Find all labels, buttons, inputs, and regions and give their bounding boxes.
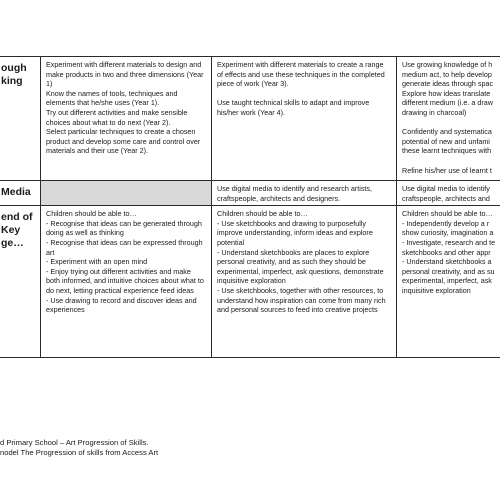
row-heading: end of Key ge… bbox=[0, 206, 41, 358]
table-cell: Use digital media to identify and research artists, craftspeople, architects and designers. bbox=[212, 181, 397, 206]
row-heading: Media bbox=[0, 181, 41, 206]
table-cell: Children should be able to… - Recognise that ideas can be generated through doing as well as thinking - Recognise that ideas can be expressed through art - Experiment with an open mind - Enjoy trying out different activities and make both informed, and intuitive choices about what to do next, letting practical experience feed ideas - Use drawing to record and discover ideas and experiences bbox=[41, 206, 212, 358]
footer-source-note: nodel The Progression of skills from Access Art bbox=[0, 448, 159, 457]
table-cell: Experiment with different materials to create a range of effects and use these techniques in the completed piece of work (Year 3). Use taught technical skills to adapt and improve his/her work (Year 4). bbox=[212, 57, 397, 181]
table-row bbox=[0, 181, 500, 206]
table-cell: Children should be able to… - Independently develop a r show curiosity, imagination a - Investigate, research and te sketchbooks and other appr - Understand sketchbooks a personal creativity, and as su experimental, imperfect, ask inquisitive exploration bbox=[397, 206, 500, 358]
row-heading: ough king bbox=[0, 57, 41, 181]
table-cell: Children should be able to… - Use sketchbooks and drawing to purposefully improve understanding, inform ideas and explore potential - Understand sketchbooks are places to explore personal creativity, and as such they should be experimental, imperfect, ask questions, demonstrate inquisitive exploration - Use sketchbooks, together with other resources, to understand how inspiration can come from many rich and personal sources to feed into creative projects bbox=[212, 206, 397, 358]
table-cell: Use growing knowledge of h medium act, to help develop generate ideas through spac Explore how ideas translate different medium (i.e. a draw drawing in charcoal) Confidently and systematica potential of new and unfami these learnt techniques with Refine his/her use of learnt t bbox=[397, 57, 500, 181]
table-row bbox=[0, 57, 500, 181]
table-row bbox=[0, 206, 500, 358]
skills-progression-table bbox=[0, 56, 500, 358]
table-cell-empty bbox=[41, 181, 212, 206]
table-cell: Use digital media to identify craftspeople, architects and bbox=[397, 181, 500, 206]
table-cell: Experiment with different materials to design and make products in two and three dimensions (Year 1) Know the names of tools, techniques and elements that he/she uses (Year 1). Try out different activities and make sensible choices about what to do next (Year 2). Select particular techniques to create a chosen product and develop some care and control over materials and their use (Year 2). bbox=[41, 57, 212, 181]
footer-school-title: d Primary School – Art Progression of Skills. bbox=[0, 438, 149, 447]
